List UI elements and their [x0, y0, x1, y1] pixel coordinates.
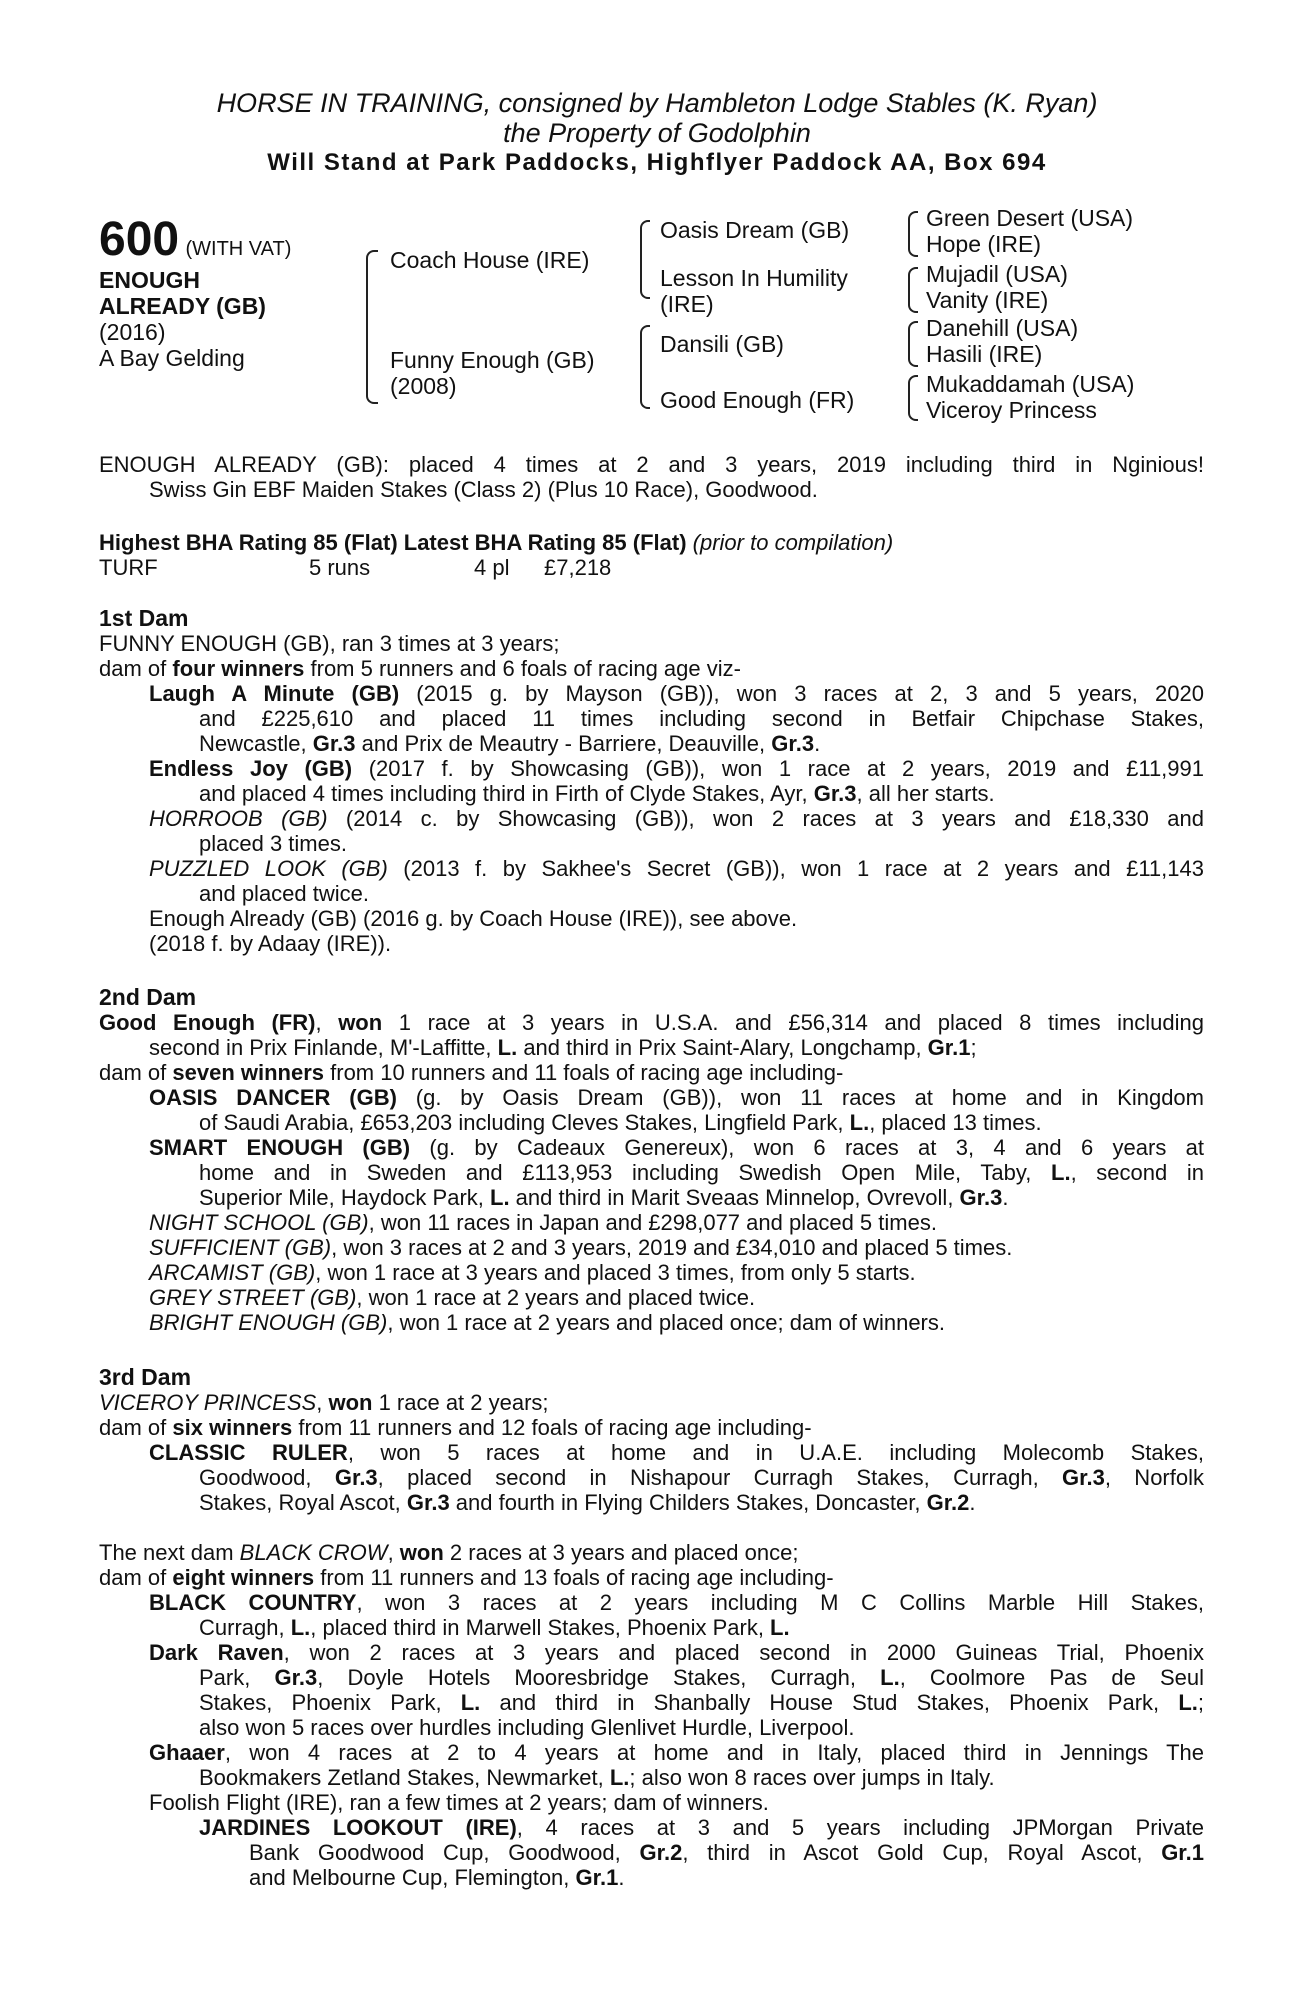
- grade: L.: [290, 1615, 311, 1640]
- text: , third in Ascot Gold Cup, Royal Ascot,: [682, 1840, 1162, 1865]
- text: of Saudi Arabia, £653,203 including Cleves Stakes, Lingfield Park,: [199, 1110, 850, 1135]
- lot-number: 600: [99, 213, 180, 266]
- grade: Gr.3: [1062, 1465, 1105, 1490]
- progeny-name: PUZZLED LOOK (GB): [149, 856, 388, 881]
- text: Goodwood,: [199, 1465, 335, 1490]
- text: .: [618, 1865, 625, 1890]
- text: second in Prix Finlande, M'-Laffitte,: [149, 1035, 498, 1060]
- rating: [99, 530, 1204, 580]
- text: (2017 f. by Showcasing (GB)), won 1 race at 2 years, 2019 and £11,991: [352, 756, 1204, 781]
- dam-name: Good Enough (FR): [99, 1010, 316, 1035]
- third-dam-section: [99, 1365, 1204, 1515]
- text: 1 race at 2 years;: [372, 1390, 549, 1415]
- text: ; also won 8 races over jumps in Italy.: [629, 1765, 995, 1790]
- first-dam-heading: 1st Dam: [99, 605, 189, 631]
- text: ;: [1197, 1690, 1204, 1715]
- grade: L.: [1178, 1690, 1198, 1715]
- grade: L.: [490, 1185, 510, 1210]
- progeny-name: Laugh A Minute (GB): [149, 681, 400, 706]
- text: .: [969, 1490, 976, 1515]
- dam-name: VICEROY PRINCESS: [99, 1390, 317, 1415]
- text: , won 1 race at 3 years and placed 3 times, from only 5 starts.: [315, 1260, 916, 1285]
- pedigree-sdd: Vanity (IRE): [926, 287, 1049, 313]
- summary-line-2: Swiss Gin EBF Maiden Stakes (Class 2) (Plus 10 Race), Goodwood.: [149, 477, 818, 502]
- pedigree-dam-year: (2008): [390, 373, 457, 399]
- text: 2 races at 3 years and placed once;: [443, 1540, 799, 1565]
- text: (2015 g. by Mayson (GB)), won 3 races at 2, 3 and 5 years, 2020: [399, 681, 1204, 706]
- text: and third in Prix Saint-Alary, Longchamp,: [517, 1035, 928, 1060]
- grade: Gr.3: [813, 781, 857, 806]
- summary-line-1: ENOUGH ALREADY (GB): placed 4 times at 2 and 3 years, 2019 including third in Nginious!: [99, 452, 1204, 477]
- text: dam of: [99, 1060, 173, 1085]
- rating-note: (prior to compilation): [692, 530, 894, 555]
- text: (g. by Oasis Dream (GB)), won 11 races at home and in Kingdom: [396, 1085, 1204, 1110]
- text: , won 1 race at 2 years and placed twice.: [356, 1285, 756, 1310]
- winners-count: four winners: [172, 656, 305, 681]
- grade: L.: [609, 1765, 630, 1790]
- first-dam-section: [99, 606, 1204, 956]
- text: , Norfolk: [1104, 1465, 1204, 1490]
- rating-earnings: £7,218: [544, 555, 612, 580]
- header-consignor: HORSE IN TRAINING, consigned by Hambleton Lodge Stables (K. Ryan): [216, 88, 1098, 118]
- text: Stakes, Royal Ascot,: [199, 1490, 407, 1515]
- grade: L.: [460, 1690, 481, 1715]
- progeny-name: BLACK COUNTRY: [149, 1590, 357, 1615]
- pedigree-dd: Good Enough (FR): [660, 387, 855, 413]
- text: , won 11 races in Japan and £298,077 and placed 5 times.: [368, 1210, 937, 1235]
- won-label: won: [338, 1010, 383, 1035]
- grade: Gr.3: [771, 731, 815, 756]
- text: (2013 f. by Sakhee's Secret (GB)), won 1 race at 2 years and £11,143: [387, 856, 1204, 881]
- pedigree-ss: Oasis Dream (GB): [660, 217, 850, 243]
- brace-gen2a: [640, 220, 650, 299]
- text: ,: [387, 1540, 400, 1565]
- text: Superior Mile, Haydock Park,: [199, 1185, 490, 1210]
- progeny-name: SMART ENOUGH (GB): [149, 1135, 411, 1160]
- text: Curragh,: [199, 1615, 291, 1640]
- grade: L.: [497, 1035, 518, 1060]
- vat-note: (WITH VAT): [185, 238, 292, 260]
- pedigree-sss: Green Desert (USA): [926, 205, 1134, 231]
- text: 1 race at 3 years in U.S.A. and £56,314 and placed 8 times including: [382, 1010, 1204, 1035]
- grade: Gr.2: [639, 1840, 683, 1865]
- text: The next dam: [99, 1540, 240, 1565]
- pedigree-ssd: Hope (IRE): [926, 231, 1042, 257]
- text: from 11 runners and 12 foals of racing age including-: [292, 1415, 812, 1440]
- progeny-name: HORROOB (GB): [149, 806, 328, 831]
- text: Bookmakers Zetland Stakes, Newmarket,: [199, 1765, 610, 1790]
- pedigree-ds: Dansili (GB): [660, 331, 784, 357]
- brace-gen3c: [908, 321, 918, 367]
- text: from 5 runners and 6 foals of racing age viz-: [304, 656, 741, 681]
- won-label: won: [399, 1540, 444, 1565]
- grade: Gr.3: [312, 731, 356, 756]
- text: ,: [316, 1390, 329, 1415]
- text: and Melbourne Cup, Flemington,: [249, 1865, 576, 1890]
- text: , 4 races at 3 and 5 years including JPMorgan Private: [516, 1815, 1204, 1840]
- text: and £225,610 and placed 11 times including second in Betfair Chipchase Stakes,: [199, 706, 1204, 731]
- grade: Gr.1: [1161, 1840, 1204, 1865]
- progeny-name: SUFFICIENT (GB): [149, 1235, 332, 1260]
- text: , Coolmore Pas de Seul: [899, 1665, 1205, 1690]
- text: .: [814, 731, 821, 756]
- text: Park,: [199, 1665, 275, 1690]
- next-dam-section: [99, 1540, 1204, 1890]
- progeny-name: Endless Joy (GB): [149, 756, 353, 781]
- pedigree-ddd: Viceroy Princess: [926, 397, 1097, 423]
- text: and fourth in Flying Childers Stakes, Doncaster,: [449, 1490, 927, 1515]
- pedigree-dam: Funny Enough (GB): [390, 347, 595, 373]
- won-label: won: [328, 1390, 373, 1415]
- text: from 10 runners and 11 foals of racing age including-: [324, 1060, 844, 1085]
- horse-year: (2016): [99, 319, 166, 345]
- text: home and in Sweden and £113,953 including Swedish Open Mile, Taby,: [199, 1160, 1051, 1185]
- progeny-line: Foolish Flight (IRE), ran a few times at 2 years; dam of winners.: [149, 1790, 769, 1815]
- grade: L.: [770, 1615, 790, 1640]
- pedigree-dds: Mukaddamah (USA): [926, 371, 1135, 397]
- pedigree-dss: Danehill (USA): [926, 315, 1079, 341]
- horse-name-1: ENOUGH: [99, 267, 200, 293]
- winners-count: seven winners: [172, 1060, 325, 1085]
- progeny-name: ARCAMIST (GB): [149, 1260, 316, 1285]
- text: , second in: [1070, 1160, 1205, 1185]
- brace-gen2b: [640, 325, 650, 409]
- pedigree-sd-2: (IRE): [660, 291, 714, 317]
- grade: Gr.3: [274, 1665, 318, 1690]
- text: , won 1 race at 2 years and placed once; dam of winners.: [387, 1310, 945, 1335]
- text: and third in Shanbally House Stud Stakes, Phoenix Park,: [480, 1690, 1179, 1715]
- text: Bank Goodwood Cup, Goodwood,: [249, 1840, 640, 1865]
- pedigree-table: [0, 205, 1314, 435]
- grade: Gr.3: [959, 1185, 1003, 1210]
- second-dam-section: [99, 985, 1204, 1335]
- header-location: Will Stand at Park Paddocks, Highflyer Paddock AA, Box 694: [267, 149, 1047, 176]
- text: and placed twice.: [199, 881, 369, 906]
- progeny-name: Ghaaer: [149, 1740, 225, 1765]
- text: ,: [315, 1010, 339, 1035]
- grade: L.: [880, 1665, 900, 1690]
- text: , won 2 races at 3 years and placed second in 2000 Guineas Trial, Phoenix: [283, 1640, 1204, 1665]
- text: , won 4 races at 2 to 4 years at home and in Italy, placed third in Jennings The: [224, 1740, 1204, 1765]
- progeny-line: (2018 f. by Adaay (IRE)).: [149, 931, 392, 956]
- progeny-name: GREY STREET (GB): [149, 1285, 357, 1310]
- dam-name: BLACK CROW: [239, 1540, 388, 1565]
- third-dam-heading: 3rd Dam: [99, 1364, 192, 1390]
- text: , placed second in Nishapour Curragh Stakes, Curragh,: [377, 1465, 1063, 1490]
- horse-description: A Bay Gelding: [99, 345, 245, 371]
- rating-placed: 4 pl: [474, 555, 510, 580]
- second-dam-heading: 2nd Dam: [99, 984, 197, 1010]
- text: and placed 4 times including third in Firth of Clyde Stakes, Ayr,: [199, 781, 814, 806]
- text: , placed 13 times.: [869, 1110, 1042, 1135]
- pedigree-sds: Mujadil (USA): [926, 261, 1068, 287]
- text: ;: [970, 1035, 977, 1060]
- pedigree-sire: Coach House (IRE): [390, 247, 590, 273]
- text: also won 5 races over hurdles including Glenlivet Hurdle, Liverpool.: [199, 1715, 855, 1740]
- first-dam-intro: FUNNY ENOUGH (GB), ran 3 times at 3 years;: [99, 631, 560, 656]
- text: and third in Marit Sveaas Minnelop, Ovrevoll,: [509, 1185, 960, 1210]
- progeny-name: NIGHT SCHOOL (GB): [149, 1210, 369, 1235]
- text: Stakes, Phoenix Park,: [199, 1690, 461, 1715]
- grade: Gr.3: [334, 1465, 378, 1490]
- lot-number-line: [99, 215, 291, 265]
- brace-gen3a: [908, 211, 918, 257]
- progeny-name: Dark Raven: [149, 1640, 284, 1665]
- text: dam of: [99, 1565, 173, 1590]
- grade: Gr.1: [927, 1035, 971, 1060]
- grade: Gr.2: [926, 1490, 970, 1515]
- progeny-name: BRIGHT ENOUGH (GB): [149, 1310, 388, 1335]
- text: , won 3 races at 2 years including M C Collins Marble Hill Stakes,: [356, 1590, 1204, 1615]
- text: , placed third in Marwell Stakes, Phoenix Park,: [310, 1615, 771, 1640]
- progeny-name: JARDINES LOOKOUT (IRE): [199, 1815, 517, 1840]
- text: , all her starts.: [856, 781, 995, 806]
- winners-count: six winners: [172, 1415, 293, 1440]
- progeny-line: Enough Already (GB) (2016 g. by Coach House (IRE)), see above.: [149, 906, 798, 931]
- text: placed 3 times.: [199, 831, 347, 856]
- grade: Gr.1: [575, 1865, 619, 1890]
- text: (2014 c. by Showcasing (GB)), won 2 races at 3 years and £18,330 and: [327, 806, 1204, 831]
- text: and Prix de Meautry - Barriere, Deauville,: [355, 731, 772, 756]
- brace-gen3d: [908, 375, 918, 421]
- rating-runs: 5 runs: [309, 555, 371, 580]
- winners-count: eight winners: [172, 1565, 315, 1590]
- text: .: [1002, 1185, 1009, 1210]
- rating-bold: Highest BHA Rating 85 (Flat) Latest BHA Rating 85 (Flat): [99, 530, 687, 555]
- grade: Gr.3: [406, 1490, 450, 1515]
- text: from 11 runners and 13 foals of racing age including-: [314, 1565, 834, 1590]
- text: (g. by Cadeaux Genereux), won 6 races at 3, 4 and 6 years at: [410, 1135, 1204, 1160]
- horse-name-2: ALREADY (GB): [99, 293, 266, 319]
- text: , Doyle Hotels Mooresbridge Stakes, Curragh,: [317, 1665, 881, 1690]
- text: Newcastle,: [199, 731, 313, 756]
- text: dam of: [99, 1415, 173, 1440]
- pedigree-dsd: Hasili (IRE): [926, 341, 1043, 367]
- text: , won 5 races at home and in U.A.E. including Molecomb Stakes,: [347, 1440, 1204, 1465]
- brace-gen3b: [908, 267, 918, 313]
- grade: L.: [1051, 1160, 1071, 1185]
- text: dam of: [99, 656, 173, 681]
- text: , won 3 races at 2 and 3 years, 2019 and £34,010 and placed 5 times.: [331, 1235, 1013, 1260]
- brace-gen1: [366, 250, 378, 404]
- grade: L.: [849, 1110, 870, 1135]
- rating-surface: TURF: [99, 555, 158, 580]
- summary: [99, 452, 1204, 502]
- header-property: the Property of Godolphin: [503, 118, 811, 148]
- progeny-name: CLASSIC RULER: [149, 1440, 348, 1465]
- progeny-name: OASIS DANCER (GB): [149, 1085, 397, 1110]
- pedigree-sd-1: Lesson In Humility: [660, 265, 848, 291]
